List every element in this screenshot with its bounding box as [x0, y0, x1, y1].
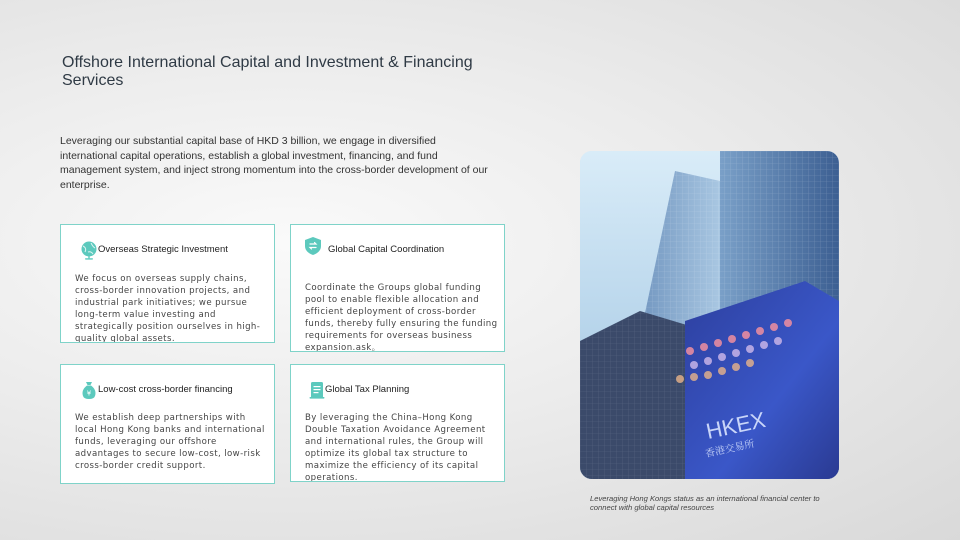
- photo-caption: Leveraging Hong Kongs status as an international financial center to connect with global capital resources: [590, 494, 820, 512]
- hkex-building-illustration: [580, 151, 839, 479]
- svg-text:¥: ¥: [86, 389, 92, 398]
- card-global-tax: [290, 364, 505, 482]
- money-bag-icon: [79, 380, 99, 400]
- card-header: [61, 225, 274, 265]
- card-global-capital: [290, 224, 505, 352]
- card-body: We focus on overseas supply chains, cross-border innovation projects, and industrial park initiatives; we pursue long-term value investing and strategically position ourselves in high-quality global assets.: [75, 274, 261, 343]
- card-title: Global Tax Planning: [325, 384, 410, 395]
- shield-exchange-icon: [303, 236, 323, 256]
- hkex-sign-subtext: 香港交易所: [704, 438, 756, 460]
- intro-paragraph: Leveraging our substantial capital base of HKD 3 billion, we engage in diversified international capital operations, establish a global investment, financing, and fund management system, and inject strong momentum into the cross-border development of our enterprise.: [60, 135, 488, 191]
- hkex-building-photo: [580, 151, 839, 479]
- card-header: [61, 365, 274, 405]
- globe-icon: [79, 240, 99, 260]
- card-low-cost-financing: [60, 364, 275, 484]
- card-body: By leveraging the China–Hong Kong Double Taxation Avoidance Agreement and international rules, the Group will optimize its global tax structure to maximize the efficiency of its capital operations.: [305, 413, 486, 482]
- card-header: [291, 365, 504, 405]
- card-body: Coordinate the Groups global funding pool to enable flexible allocation and efficient deployment of cross-border funds, thereby fully ensuring the funding requirements for overseas business expansion.ask。: [305, 283, 498, 352]
- card-overseas-investment: [60, 224, 275, 343]
- document-icon: [307, 380, 327, 400]
- slide-title: Offshore International Capital and Investment & Financing Services: [62, 54, 473, 89]
- card-title: Overseas Strategic Investment: [98, 244, 228, 255]
- card-header: [291, 225, 504, 265]
- card-body: We establish deep partnerships with local Hong Kong banks and international funds, leveraging our offshore advantages to secure low-cost, low-risk cross-border credit support.: [75, 413, 265, 471]
- card-title: Global Capital Coordination: [328, 244, 445, 255]
- card-title: Low-cost cross-border financing: [98, 384, 233, 395]
- hkex-sign-text: HKEX: [703, 406, 768, 444]
